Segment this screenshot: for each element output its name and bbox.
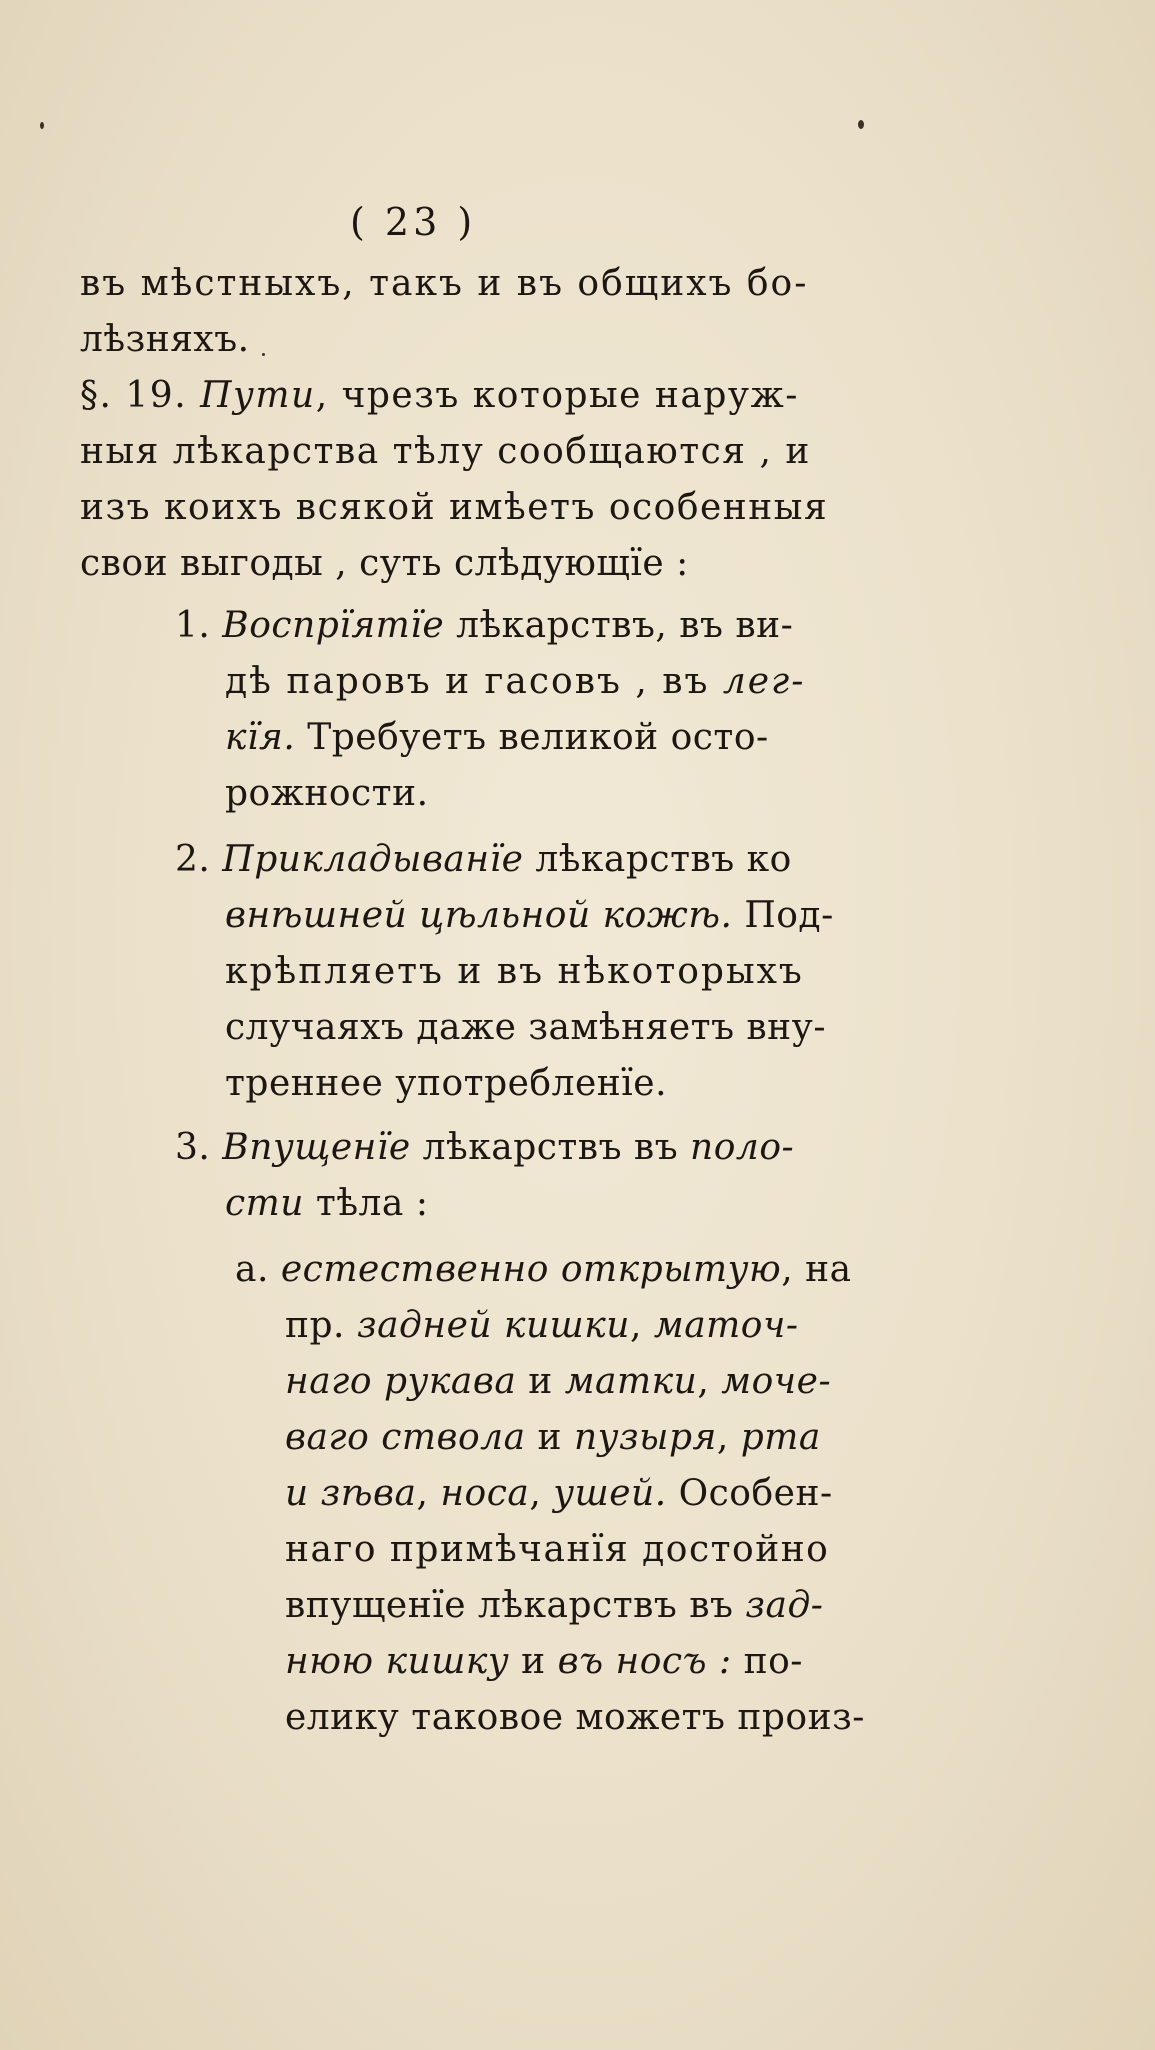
italic-run: задней кишки [356,1305,630,1346]
italic-run: маточ- [653,1305,799,1346]
ink-speck [40,122,44,129]
italic-run: пузыря [573,1417,717,1458]
text-line [80,318,250,362]
text-line [225,1062,667,1106]
text-run: , [629,1305,654,1346]
text-run: дѣ паровъ и гасовъ , въ [225,661,723,702]
text-run: впущенїе лѣкарствъ въ [285,1585,746,1626]
text-run: §. 19. [80,375,201,416]
text-run: 2. [175,839,223,880]
text-line [285,1528,829,1572]
text-run: , [529,1473,554,1514]
text-run: лѣкарствъ, въ ви- [444,605,794,646]
text-run: свои выгоды , суть слѣдующїе : [80,543,689,584]
text-line [225,950,804,994]
text-run: Под- [732,895,834,936]
italic-run: зад- [745,1585,824,1626]
italic-run: Пути [200,375,316,416]
text-run: , [416,1473,441,1514]
text-run: елику таковое можетъ произ- [285,1697,865,1738]
text-run: 3. [175,1127,223,1168]
text-run: , чрезъ которые наруж- [315,375,799,416]
italic-run: поло- [690,1127,795,1168]
text-line [225,772,429,816]
text-run: Особен- [666,1473,833,1514]
text-line [80,542,689,586]
text-run: Требуетъ великой осто- [295,717,769,758]
text-line [285,1472,833,1516]
text-run: ныя лѣкарства тѣлу сообщаются , и [80,431,811,472]
italic-run: естественно открытую [280,1249,782,1290]
text-line [80,374,799,418]
italic-run: носа [440,1473,530,1514]
italic-run: нюю кишку [285,1641,510,1682]
ink-speck [858,120,864,129]
italic-run: лег- [722,661,806,702]
text-run: лѣкарствъ ко [523,839,792,880]
italic-run: и зѣва [285,1473,417,1514]
text-run: треннее употребленїе. [225,1063,668,1104]
ink-speck [262,353,265,356]
text-run: и [525,1417,574,1458]
text-run: въ мѣстныхъ, такъ и въ общихъ бо- [80,263,809,304]
page-number: ( 23 ) [350,200,477,244]
text-line [175,838,792,882]
text-line [285,1584,823,1628]
text-run: 1. [175,605,223,646]
text-line [235,1248,852,1292]
italic-run: кїя. [225,717,296,758]
italic-run: Воспрїятїе [222,605,445,646]
text-line [225,716,769,760]
text-line [175,604,793,648]
italic-run: матки [564,1361,698,1402]
italic-run: моче- [721,1361,832,1402]
text-run: лѣкарствъ въ [410,1127,691,1168]
text-line [225,894,834,938]
italic-run: Прикладыванїе [222,839,524,880]
italic-run: рта [740,1417,821,1458]
text-run: по- [731,1641,803,1682]
text-line [225,1006,826,1050]
text-line [80,486,828,530]
text-line [285,1416,821,1460]
italic-run: сти [225,1183,304,1224]
italic-run: Впущенїе [222,1127,411,1168]
text-run: a. [235,1249,281,1290]
text-line [285,1696,865,1740]
text-run: наго примѣчанїя достойно [285,1529,830,1570]
text-run: и [509,1641,558,1682]
text-run: , [697,1361,722,1402]
text-run: тѣла : [303,1183,429,1224]
text-line [285,1360,831,1404]
text-line [225,660,805,704]
text-run: крѣпляетъ и въ нѣкоторыхъ [225,951,804,992]
italic-run: ваго ствола [285,1417,526,1458]
text-line [285,1640,803,1684]
text-run: рожности. [225,773,429,814]
italic-run: въ носъ : [557,1641,732,1682]
text-run: изъ коихъ всякой имѣетъ особенныя [80,487,829,528]
italic-run: внѣшней цѣльной кожѣ. [225,895,733,936]
text-run: случаяхъ даже замѣняетъ вну- [225,1007,827,1048]
italic-run: ушей. [553,1473,667,1514]
italic-run: наго рукава [285,1361,517,1402]
text-line [80,430,811,474]
text-line [80,262,860,306]
text-run: пр. [285,1305,357,1346]
text-line [285,1304,799,1348]
text-run: и [516,1361,565,1402]
text-run: лѣзняхъ. [80,319,250,360]
text-run: , на [781,1249,852,1290]
text-run: , [716,1417,741,1458]
text-line [175,1126,794,1170]
text-line [225,1182,428,1226]
